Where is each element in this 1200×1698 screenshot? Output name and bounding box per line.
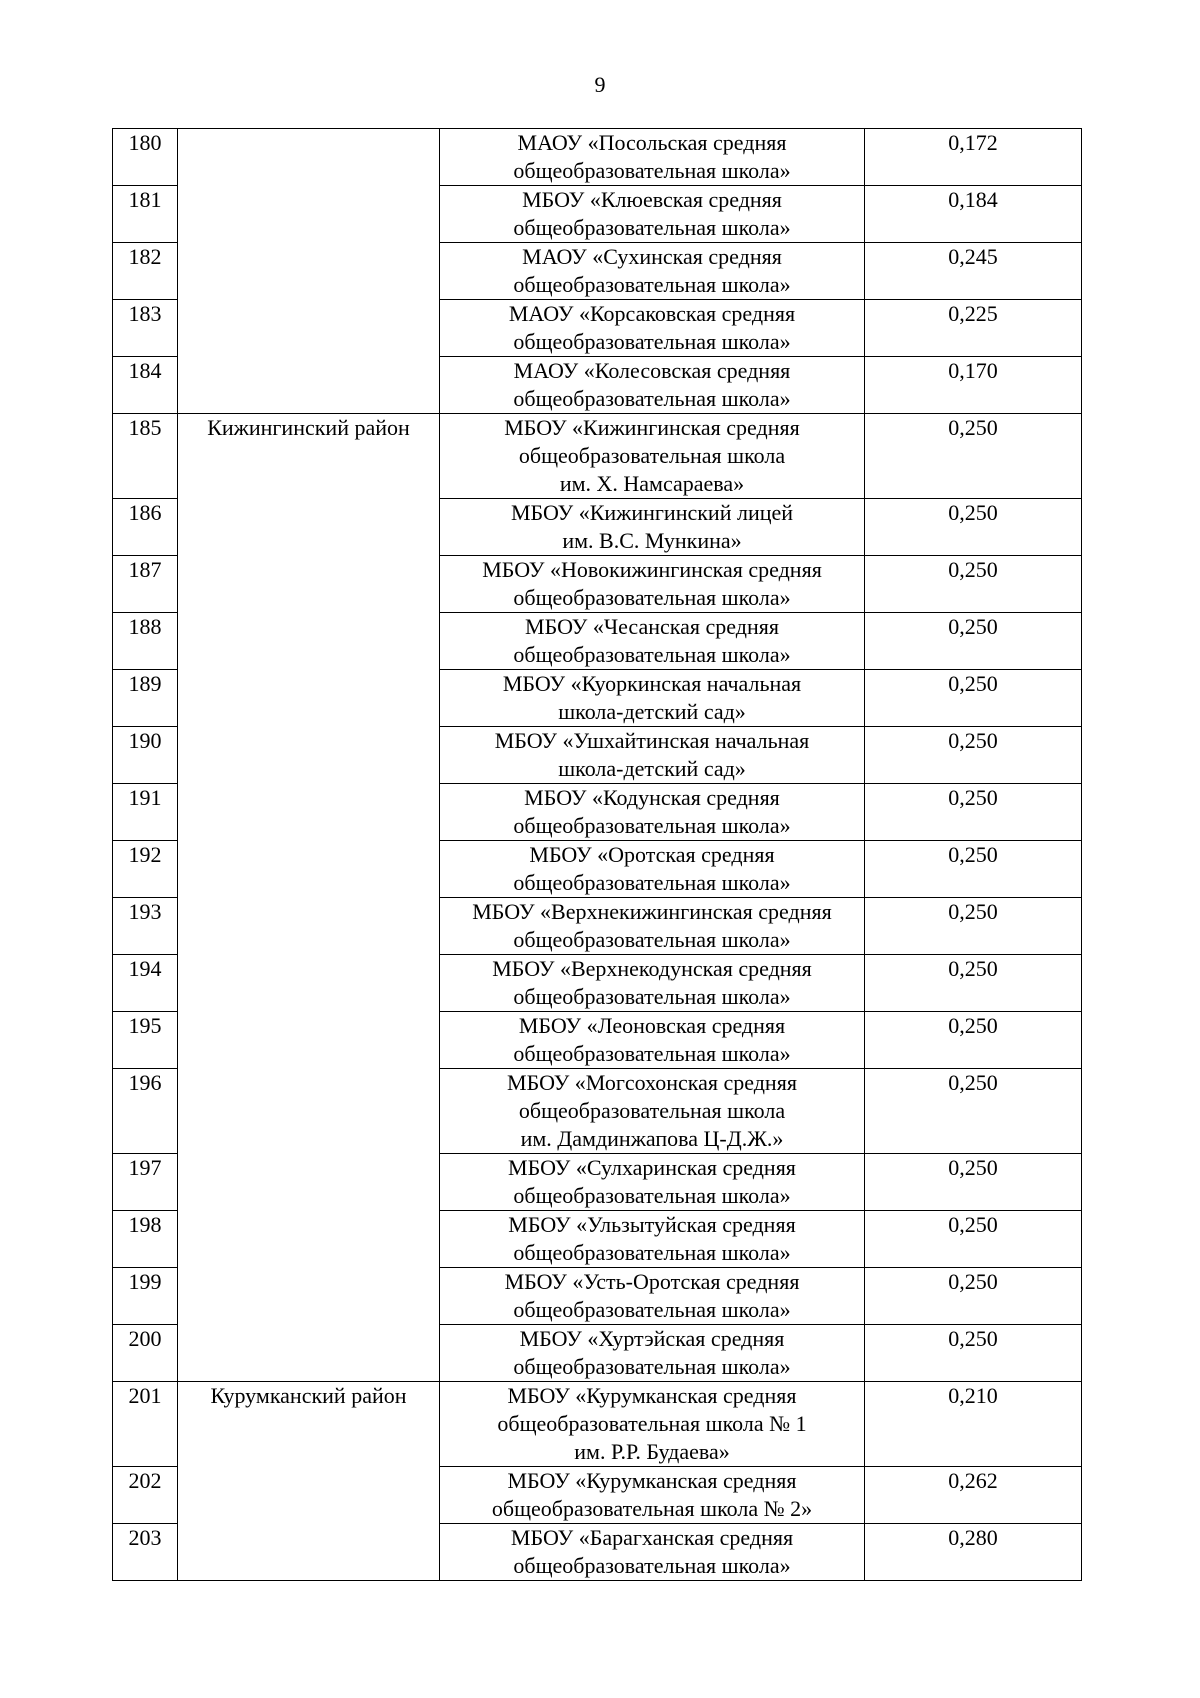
school-name-line: общеобразовательная школа» bbox=[513, 1183, 791, 1208]
school-name-line: МБОУ «Кодунская средняя bbox=[524, 785, 780, 810]
table-row bbox=[113, 414, 1082, 499]
coefficient-value: 0,250 bbox=[865, 499, 1082, 556]
page-number: 9 bbox=[594, 72, 606, 97]
school-name-line: общеобразовательная школа» bbox=[513, 1354, 791, 1379]
school-name-cell bbox=[440, 1382, 865, 1467]
schools-table bbox=[112, 128, 1082, 1581]
row-number: 202 bbox=[113, 1467, 178, 1524]
school-name-cell bbox=[440, 1069, 865, 1154]
school-name-cell bbox=[440, 129, 865, 186]
school-name-line: МБОУ «Хуртэйская средняя bbox=[519, 1326, 785, 1351]
school-name-line: общеобразовательная школа bbox=[518, 1098, 786, 1123]
school-name-line: общеобразовательная школа» bbox=[513, 813, 791, 838]
school-name-cell bbox=[440, 1325, 865, 1382]
school-name-cell bbox=[440, 613, 865, 670]
school-name-cell bbox=[440, 1154, 865, 1211]
coefficient-value: 0,250 bbox=[865, 1154, 1082, 1211]
coefficient-value: 0,210 bbox=[865, 1382, 1082, 1467]
school-name-line: общеобразовательная школа № 1 bbox=[497, 1411, 807, 1436]
school-name-cell bbox=[440, 841, 865, 898]
coefficient-value: 0,280 bbox=[865, 1524, 1082, 1581]
row-number: 186 bbox=[113, 499, 178, 556]
school-name-cell bbox=[440, 670, 865, 727]
school-name-cell bbox=[440, 300, 865, 357]
row-number: 187 bbox=[113, 556, 178, 613]
school-name-line: общеобразовательная школа» bbox=[513, 927, 791, 952]
school-name-line: им. Х. Намсараева» bbox=[559, 471, 745, 496]
coefficient-value: 0,250 bbox=[865, 841, 1082, 898]
table-row bbox=[113, 1382, 1082, 1467]
coefficient-value: 0,250 bbox=[865, 670, 1082, 727]
school-name-line: МБОУ «Ушхайтинская начальная bbox=[494, 728, 810, 753]
coefficient-value: 0,225 bbox=[865, 300, 1082, 357]
row-number: 194 bbox=[113, 955, 178, 1012]
coefficient-value: 0,250 bbox=[865, 1325, 1082, 1382]
school-name-line: общеобразовательная школа» bbox=[513, 984, 791, 1009]
school-name-line: МБОУ «Кижингинский лицей bbox=[510, 500, 794, 525]
school-name-cell bbox=[440, 1268, 865, 1325]
row-number: 189 bbox=[113, 670, 178, 727]
school-name-cell bbox=[440, 1524, 865, 1581]
school-name-line: общеобразовательная школа» bbox=[513, 1553, 791, 1578]
school-name-line: МБОУ «Новокижингинская средняя bbox=[482, 557, 822, 582]
coefficient-value: 0,250 bbox=[865, 1211, 1082, 1268]
school-name-line: общеобразовательная школа» bbox=[513, 272, 791, 297]
school-name-line: МБОУ «Чесанская средняя bbox=[525, 614, 779, 639]
coefficient-value: 0,170 bbox=[865, 357, 1082, 414]
school-name-line: общеобразовательная школа» bbox=[513, 215, 791, 240]
row-number: 193 bbox=[113, 898, 178, 955]
school-name-line: МБОУ «Ульзытуйская средняя bbox=[508, 1212, 796, 1237]
school-name-line: МБОУ «Могсохонская средняя bbox=[507, 1070, 797, 1095]
coefficient-value: 0,184 bbox=[865, 186, 1082, 243]
row-number: 192 bbox=[113, 841, 178, 898]
coefficient-value: 0,250 bbox=[865, 556, 1082, 613]
school-name-line: МБОУ «Курумканская средняя bbox=[507, 1383, 797, 1408]
row-number: 191 bbox=[113, 784, 178, 841]
school-name-line: МБОУ «Оротская средняя bbox=[529, 842, 775, 867]
school-name-line: общеобразовательная школа» bbox=[513, 585, 791, 610]
school-name-line: школа-детский сад» bbox=[558, 699, 746, 724]
row-number: 180 bbox=[113, 129, 178, 186]
school-name-line: им. Дамдинжапова Ц-Д.Ж.» bbox=[520, 1126, 784, 1151]
row-number: 183 bbox=[113, 300, 178, 357]
district-cell bbox=[178, 129, 440, 414]
row-number: 200 bbox=[113, 1325, 178, 1382]
coefficient-value: 0,262 bbox=[865, 1467, 1082, 1524]
coefficient-value: 0,250 bbox=[865, 955, 1082, 1012]
district-cell: Кижингинский район bbox=[178, 414, 440, 1382]
school-name-cell bbox=[440, 1211, 865, 1268]
coefficient-value: 0,250 bbox=[865, 1268, 1082, 1325]
school-name-line: общеобразовательная школа» bbox=[513, 1297, 791, 1322]
coefficient-value: 0,250 bbox=[865, 414, 1082, 499]
row-number: 185 bbox=[113, 414, 178, 499]
schools-table-body bbox=[113, 129, 1082, 1581]
school-name-line: МБОУ «Клюевская средняя bbox=[522, 187, 782, 212]
school-name-line: МБОУ «Курумканская средняя bbox=[507, 1468, 797, 1493]
school-name-line: общеобразовательная школа» bbox=[513, 386, 791, 411]
school-name-line: МБОУ «Верхнекодунская средняя bbox=[492, 956, 812, 981]
row-number: 196 bbox=[113, 1069, 178, 1154]
row-number: 201 bbox=[113, 1382, 178, 1467]
coefficient-value: 0,250 bbox=[865, 727, 1082, 784]
district-cell: Курумканский район bbox=[178, 1382, 440, 1581]
coefficient-value: 0,172 bbox=[865, 129, 1082, 186]
row-number: 198 bbox=[113, 1211, 178, 1268]
school-name-cell bbox=[440, 784, 865, 841]
row-number: 181 bbox=[113, 186, 178, 243]
coefficient-value: 0,250 bbox=[865, 613, 1082, 670]
school-name-line: общеобразовательная школа» bbox=[513, 1240, 791, 1265]
school-name-line: школа-детский сад» bbox=[558, 756, 746, 781]
row-number: 199 bbox=[113, 1268, 178, 1325]
school-name-cell bbox=[440, 499, 865, 556]
school-name-line: им. Р.Р. Будаева» bbox=[574, 1439, 730, 1464]
school-name-line: МАОУ «Посольская средняя bbox=[517, 130, 787, 155]
row-number: 182 bbox=[113, 243, 178, 300]
school-name-cell bbox=[440, 1467, 865, 1524]
school-name-cell bbox=[440, 186, 865, 243]
coefficient-value: 0,245 bbox=[865, 243, 1082, 300]
school-name-line: им. В.С. Мункина» bbox=[562, 528, 742, 553]
school-name-cell bbox=[440, 556, 865, 613]
school-name-line: общеобразовательная школа» bbox=[513, 158, 791, 183]
school-name-line: МАОУ «Сухинская средняя bbox=[522, 244, 782, 269]
school-name-cell bbox=[440, 727, 865, 784]
school-name-line: МАОУ «Колесовская средняя bbox=[513, 358, 791, 383]
coefficient-value: 0,250 bbox=[865, 1012, 1082, 1069]
school-name-cell bbox=[440, 357, 865, 414]
school-name-line: МБОУ «Верхнекижингинская средняя bbox=[472, 899, 832, 924]
row-number: 184 bbox=[113, 357, 178, 414]
row-number: 190 bbox=[113, 727, 178, 784]
school-name-line: МБОУ «Кижингинская средняя bbox=[504, 415, 800, 440]
school-name-line: общеобразовательная школа» bbox=[513, 1041, 791, 1066]
school-name-line: общеобразовательная школа» bbox=[513, 642, 791, 667]
school-name-line: общеобразовательная школа № 2» bbox=[491, 1496, 813, 1521]
school-name-cell bbox=[440, 243, 865, 300]
school-name-cell bbox=[440, 414, 865, 499]
table-row bbox=[113, 129, 1082, 186]
school-name-line: МБОУ «Куоркинская начальная bbox=[502, 671, 802, 696]
school-name-line: МАОУ «Корсаковская средняя bbox=[508, 301, 796, 326]
coefficient-value: 0,250 bbox=[865, 784, 1082, 841]
school-name-line: МБОУ «Сулхаринская средняя bbox=[508, 1155, 796, 1180]
school-name-line: МБОУ «Барагханская средняя bbox=[510, 1525, 794, 1550]
school-name-cell bbox=[440, 955, 865, 1012]
row-number: 203 bbox=[113, 1524, 178, 1581]
row-number: 188 bbox=[113, 613, 178, 670]
coefficient-value: 0,250 bbox=[865, 898, 1082, 955]
school-name-line: общеобразовательная школа» bbox=[513, 870, 791, 895]
row-number: 197 bbox=[113, 1154, 178, 1211]
school-name-cell bbox=[440, 1012, 865, 1069]
school-name-cell bbox=[440, 898, 865, 955]
school-name-line: общеобразовательная школа» bbox=[513, 329, 791, 354]
school-name-line: МБОУ «Леоновская средняя bbox=[518, 1013, 786, 1038]
school-name-line: общеобразовательная школа bbox=[518, 443, 786, 468]
coefficient-value: 0,250 bbox=[865, 1069, 1082, 1154]
row-number: 195 bbox=[113, 1012, 178, 1069]
school-name-line: МБОУ «Усть-Оротская средняя bbox=[504, 1269, 800, 1294]
